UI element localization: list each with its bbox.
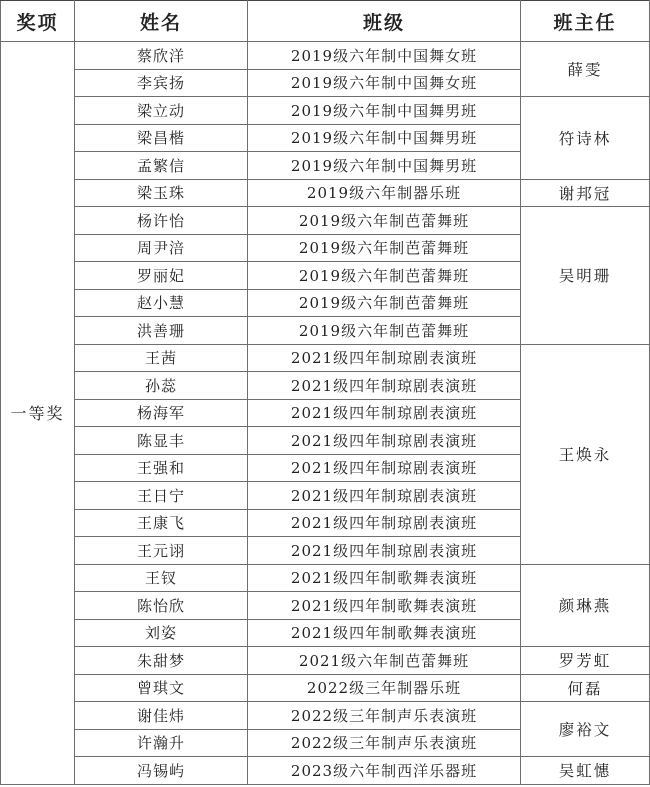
student-name-cell: 洪善珊: [75, 317, 248, 345]
student-name-cell: 王钗: [75, 564, 248, 592]
table-row: [1, 564, 650, 592]
student-name-cell: 蔡欣洋: [75, 42, 248, 70]
header-row: [1, 1, 650, 42]
class-cell: 2022级三年制声乐表演班: [248, 729, 521, 757]
student-name-cell: 王茜: [75, 344, 248, 372]
teacher-cell: 薛雯: [521, 42, 650, 97]
student-name-cell: 罗丽妃: [75, 262, 248, 290]
table-header: [1, 1, 650, 42]
teacher-cell: 颜琳燕: [521, 564, 650, 647]
class-cell: 2021级四年制琼剧表演班: [248, 344, 521, 372]
class-cell: 2019级六年制器乐班: [248, 179, 521, 207]
student-name-cell: 王日宁: [75, 482, 248, 510]
class-cell: 2021级四年制琼剧表演班: [248, 427, 521, 455]
student-name-cell: 梁立动: [75, 97, 248, 125]
class-cell: 2021级四年制歌舞表演班: [248, 619, 521, 647]
header-award: 奖项: [1, 1, 75, 42]
student-name-cell: 冯锡屿: [75, 757, 248, 785]
class-cell: 2021级四年制歌舞表演班: [248, 592, 521, 620]
student-name-cell: 梁昌楷: [75, 124, 248, 152]
student-name-cell: 刘姿: [75, 619, 248, 647]
teacher-cell: 符诗林: [521, 97, 650, 180]
class-cell: 2019级六年制中国舞男班: [248, 152, 521, 180]
teacher-cell: 何磊: [521, 674, 650, 702]
student-name-cell: 王元诩: [75, 537, 248, 565]
class-cell: 2021级四年制歌舞表演班: [248, 564, 521, 592]
student-name-cell: 朱甜梦: [75, 647, 248, 675]
table-row: [1, 207, 650, 235]
class-cell: 2021级四年制琼剧表演班: [248, 537, 521, 565]
header-teacher: 班主任: [521, 1, 650, 42]
student-name-cell: 杨许怡: [75, 207, 248, 235]
award-cell: 一等奖: [1, 42, 75, 785]
student-name-cell: 王强和: [75, 454, 248, 482]
table-row: [1, 344, 650, 372]
table-body: [1, 42, 650, 785]
student-name-cell: 陈显丰: [75, 427, 248, 455]
header-class: 班级: [248, 1, 521, 42]
student-name-cell: 孙蕊: [75, 372, 248, 400]
class-cell: 2019级六年制芭蕾舞班: [248, 234, 521, 262]
table-row: [1, 702, 650, 730]
teacher-cell: 谢邦冠: [521, 179, 650, 207]
table-row: [1, 42, 650, 70]
student-name-cell: 许瀚升: [75, 729, 248, 757]
class-cell: 2021级四年制琼剧表演班: [248, 509, 521, 537]
class-cell: 2019级六年制芭蕾舞班: [248, 317, 521, 345]
class-cell: 2019级六年制中国舞女班: [248, 42, 521, 70]
table-row: [1, 674, 650, 702]
class-cell: 2019级六年制中国舞男班: [248, 97, 521, 125]
class-cell: 2019级六年制芭蕾舞班: [248, 289, 521, 317]
table-row: [1, 647, 650, 675]
class-cell: 2021级六年制芭蕾舞班: [248, 647, 521, 675]
student-name-cell: 赵小慧: [75, 289, 248, 317]
teacher-cell: 王焕永: [521, 344, 650, 564]
class-cell: 2021级四年制琼剧表演班: [248, 399, 521, 427]
table-row: [1, 97, 650, 125]
teacher-cell: 吴明珊: [521, 207, 650, 345]
class-cell: 2023级六年制西洋乐器班: [248, 757, 521, 785]
student-name-cell: 曾琪文: [75, 674, 248, 702]
class-cell: 2021级四年制琼剧表演班: [248, 372, 521, 400]
class-cell: 2021级四年制琼剧表演班: [248, 482, 521, 510]
teacher-cell: 廖裕文: [521, 702, 650, 757]
class-cell: 2022级三年制器乐班: [248, 674, 521, 702]
class-cell: 2019级六年制芭蕾舞班: [248, 262, 521, 290]
teacher-cell: 罗芳虹: [521, 647, 650, 675]
teacher-cell: 吴虹憓: [521, 757, 650, 785]
class-cell: 2021级四年制琼剧表演班: [248, 454, 521, 482]
class-cell: 2019级六年制中国舞男班: [248, 124, 521, 152]
student-name-cell: 梁玉珠: [75, 179, 248, 207]
student-name-cell: 周尹涪: [75, 234, 248, 262]
student-name-cell: 陈怡欣: [75, 592, 248, 620]
table-row: [1, 179, 650, 207]
student-name-cell: 杨海军: [75, 399, 248, 427]
student-name-cell: 谢佳炜: [75, 702, 248, 730]
student-name-cell: 李宾扬: [75, 69, 248, 97]
student-name-cell: 孟繁信: [75, 152, 248, 180]
class-cell: 2019级六年制中国舞女班: [248, 69, 521, 97]
header-name: 姓名: [75, 1, 248, 42]
table-row: [1, 757, 650, 785]
class-cell: 2022级三年制声乐表演班: [248, 702, 521, 730]
class-cell: 2019级六年制芭蕾舞班: [248, 207, 521, 235]
student-name-cell: 王康飞: [75, 509, 248, 537]
